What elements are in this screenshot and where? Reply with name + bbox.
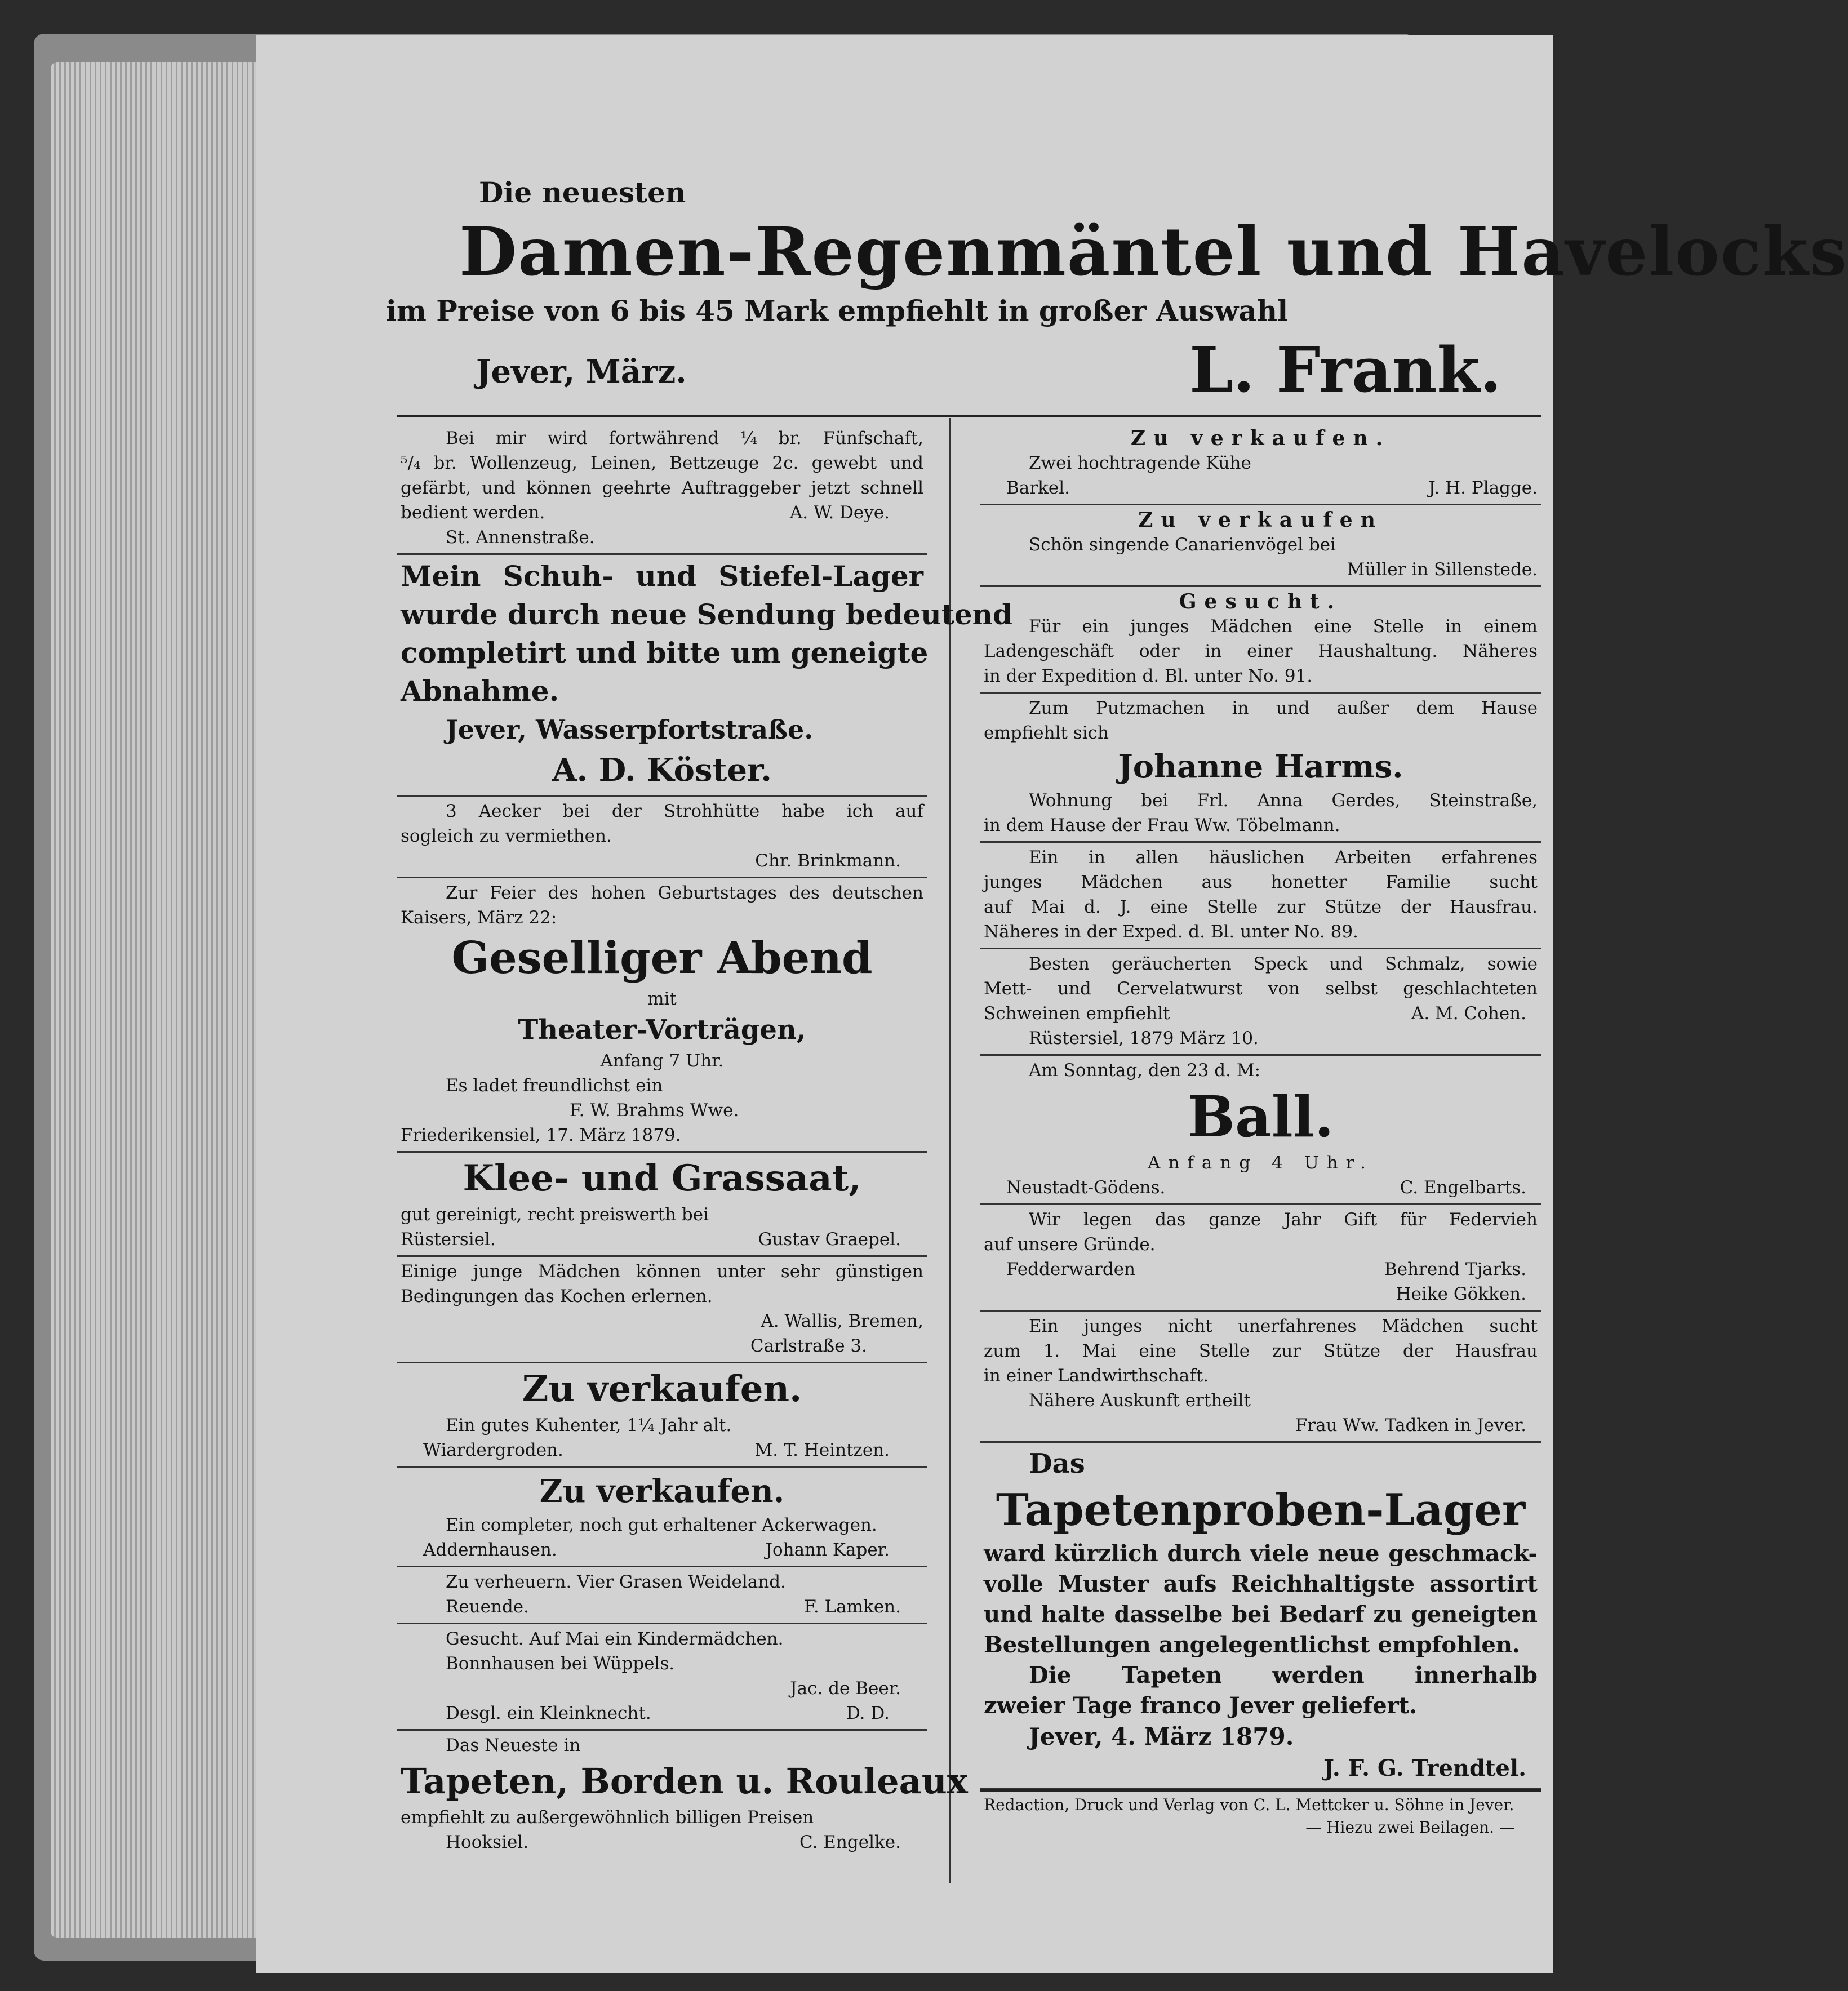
ad-weaving [397,424,927,555]
ad-place: Rüstersiel. [401,1229,496,1250]
ad-signature: Behrend Tjarks. [1384,1259,1526,1279]
right-column [980,424,1541,1842]
ad-line: empfiehlt sich [984,723,1109,743]
ad-signature: F. Lamken. [804,1597,901,1617]
ad-line: Kaisers, März 22: [401,908,557,928]
ad-signature: D. D. [846,1703,890,1723]
ad-headline: completirt und bitte um geneigte [401,636,929,669]
ad-title: Ball. [1187,1083,1334,1150]
ad-line: Wohnung bei Frl. Anna Gerdes, Steinstraße, [1029,790,1538,811]
header-title: Damen-Regenmäntel und Havelocks [459,212,1848,291]
ad-line: gut gereinigt, recht preiswerth bei [401,1205,709,1225]
ad-signature: J. H. Plagge. [1428,478,1538,498]
ad-line: in dem Hause der Frau Ww. Töbelmann. [984,815,1340,835]
ad-wallpaper [397,1731,968,1858]
ad-signature: Frau Ww. Tadken in Jever. [1295,1415,1526,1436]
page-content [386,142,1848,1888]
ad-line: Am Sonntag, den 23 d. M: [1029,1060,1261,1081]
ad-signature: Heike Gökken. [1396,1284,1526,1304]
ad-line: Zu verheuern. Vier Grasen Weideland. [446,1572,786,1592]
ad-body: ward kürzlich durch viele neue geschmack- [984,1540,1538,1567]
ad-line: Mett- und Cervelatwurst von selbst geschlachteten [984,979,1538,999]
ad-row [401,1594,923,1619]
ad-place: Neustadt-Gödens. [1006,1177,1166,1198]
ad-line: zum 1. Mai eine Stelle zur Stütze der Hausfrau [984,1341,1538,1361]
ad-line: auf Mai d. J. eine Stelle zur Stütze der Hausfrau. [984,897,1538,917]
ad-signature: Jac. de Beer. [790,1678,901,1699]
ad-body: volle Muster aufs Reichhaltigste assortirt [984,1571,1538,1597]
ad-signature: Johann Kaper. [765,1540,890,1560]
newspaper-page [256,35,1848,1973]
ad-date: Rüstersiel, 1879 März 10. [1029,1028,1259,1048]
ad-cooking [397,1257,927,1363]
ad-row [401,1227,923,1252]
header-pre: Die neuesten [479,176,686,209]
ad-line: St. Annenstraße. [446,527,595,548]
ad-line: sogleich zu vermiethen. [401,826,612,846]
ad-headline: Abnahme. [401,674,559,708]
ad-line: auf unsere Gründe. [984,1234,1156,1255]
ad-line: Ladengeschäft oder in einer Haushaltung. Näheres [984,641,1538,661]
ad-signature: C. Engelke. [799,1832,901,1852]
ad-line: Für ein junges Mädchen eine Stelle in einem [1029,616,1538,637]
ad-signature: Gustav Graepel. [758,1229,901,1250]
ad-line: Gesucht. Auf Mai ein Kindermädchen. [446,1629,784,1649]
ad-place: Jever, Wasserpfortstraße. [446,714,814,745]
ad-line: 3 Aecker bei der Strohhütte habe ich auf [446,801,923,821]
ad-line: Besten geräucherten Speck und Schmalz, sowie [1029,954,1538,974]
ad-row [401,1438,923,1463]
ad-title: Gesucht. [1179,590,1343,614]
ad-line: Desgl. ein Kleinknecht. [446,1703,651,1723]
ad-position-wanted [980,587,1541,694]
ad-title: Zu verkaufen [1138,508,1383,532]
ad-subtitle: Theater-Vorträgen, [518,1014,806,1046]
ad-firm-name: A. D. Köster. [552,752,772,789]
ad-line: Zur Feier des hohen Geburtstages des deutschen [446,883,923,903]
ad-line: Schweinen empfiehlt [984,1003,1170,1024]
ad-line: ⁵/₄ br. Wollenzeug, Leinen, Bettzeuge 2c. gewebt und [401,453,923,473]
ad-body: und halte dasselbe bei Bedarf zu geneigten [984,1601,1538,1628]
ad-body: zweier Tage franco Jever geliefert. [984,1692,1418,1719]
ad-canaries-sale [980,505,1541,587]
ad-title: Zu verkaufen. [522,1368,802,1410]
ad-signature: J. F. G. Trendtel. [1323,1755,1526,1781]
ad-line: Einige junge Mädchen können unter sehr günstigen [401,1261,923,1282]
column-divider [949,418,951,1883]
header-place: Jever, März. [476,353,687,390]
ad-line: Es ladet freundlichst ein [446,1076,663,1096]
ad-line: Schön singende Canarienvögel bei [1029,535,1336,555]
ad-title: Tapetenproben-Lager [996,1485,1526,1536]
ad-signature: A. M. Cohen. [1411,1003,1526,1024]
ad-line: Ein junges nicht unerfahrenes Mädchen sucht [1029,1316,1538,1336]
ad-signature: Müller in Sillenstede. [1347,559,1538,580]
ad-row [401,1830,923,1855]
ad-title: Klee- und Grassaat, [463,1157,861,1199]
ad-row [401,500,923,525]
ad-place: Barkel. [1006,478,1070,498]
ad-line: Ein gutes Kuhenter, 1¼ Jahr alt. [446,1415,732,1436]
ad-signature: A. W. Deye. [789,503,890,523]
supplement-note: — Hiezu zwei Beilagen. — [1305,1818,1515,1837]
ad-line: Bonnhausen bei Wüppels. [446,1654,675,1674]
ad-nanny-wanted [397,1624,927,1731]
ad-place: Fedderwarden [1006,1259,1136,1279]
ad-signature: Carlstraße 3. [750,1336,867,1356]
ad-poison-notice [980,1205,1541,1312]
ad-place: Reuende. [446,1597,530,1617]
ad-headline: wurde durch neue Sendung bedeutend [401,598,1012,631]
ad-signature: F. W. Brahms Wwe. [570,1100,739,1121]
ad-line: in der Expedition d. Bl. unter No. 91. [984,666,1313,686]
ad-line: Näheres in der Exped. d. Bl. unter No. 89. [984,922,1358,942]
ad-firm-name: Johanne Harms. [1118,748,1403,785]
ad-wallpaper-samples [980,1443,1541,1789]
ad-line: Zum Putzmachen in und außer dem Hause [1029,698,1538,718]
ad-milliner [980,694,1541,843]
left-column [397,424,1012,1858]
header-firm: L. Frank. [1189,334,1501,406]
ad-line: empfiehlt zu außergewöhnlich billigen Preisen [401,1807,814,1828]
ad-line: bedient werden. [401,503,545,523]
header-subtitle: im Preise von 6 bis 45 Mark empfiehlt in großer Auswahl [386,294,1289,327]
ad-row [401,1537,923,1562]
imprint-line: Redaction, Druck und Verlag von C. L. Mettcker u. Söhne in Jever. [984,1796,1514,1814]
ad-line: Anfang 7 Uhr. [600,1051,724,1071]
ad-pre: Das [1029,1448,1085,1479]
ad-line: mit [647,989,677,1009]
ad-housemaid [980,843,1541,949]
ad-fields-rent [397,797,927,878]
ad-title: Zu verkaufen. [539,1473,785,1510]
ad-place: Hooksiel. [446,1832,529,1852]
ad-line: junges Mädchen aus honetter Familie sucht [984,872,1538,892]
ad-line: Das Neueste in [446,1735,581,1756]
ad-signature: Chr. Brinkmann. [755,851,901,871]
ad-line: Anfang 4 Uhr. [1148,1153,1374,1173]
ad-signature: C. Engelbarts. [1400,1177,1526,1198]
ad-title: Zu verkaufen. [1130,426,1391,450]
ad-social-evening [397,878,927,1153]
ad-line: Bedingungen das Kochen erlernen. [401,1286,713,1306]
ad-shoe-store [397,555,1012,797]
ad-pasture [397,1567,927,1624]
ad-line: Ein completer, noch gut erhaltener Ackerwagen. [446,1515,877,1535]
ad-for-sale-calf [397,1363,927,1468]
ad-title: Tapeten, Borden u. Rouleaux [401,1761,968,1802]
ad-place: Addernhausen. [423,1540,557,1560]
ad-row [984,475,1538,500]
ad-cows-sale [980,424,1541,505]
ad-farm-helper [980,1312,1541,1443]
ad-signature: M. T. Heintzen. [754,1440,890,1460]
ad-date: Jever, 4. März 1879. [1029,1723,1294,1750]
ad-date: Friederikensiel, 17. März 1879. [401,1125,681,1145]
header-advertisement [386,142,1848,418]
ad-clover-seed [397,1153,927,1257]
ad-signature: A. Wallis, Bremen, [761,1311,923,1331]
ad-for-sale-wagon [397,1468,927,1567]
imprint-footer [980,1789,1541,1842]
ad-headline: Mein Schuh- und Stiefel-Lager [401,559,923,593]
ad-line: Wir legen das ganze Jahr Gift für Federvieh [1029,1210,1538,1230]
header-rule [397,415,1541,417]
ad-line: Bei mir wird fortwährend ¼ br. Fünfschaft, [446,428,923,448]
ad-row [984,1257,1538,1282]
ad-row [984,1175,1538,1200]
ad-line: gefärbt, und können geehrte Auftraggeber jetzt schnell [401,478,923,498]
ad-ball [980,1056,1541,1205]
ad-butcher [980,949,1541,1056]
ad-body: Die Tapeten werden innerhalb [1029,1662,1538,1688]
ad-line: Ein in allen häuslichen Arbeiten erfahrenes [1029,847,1538,868]
ad-row [984,1001,1538,1026]
ad-title: Geselliger Abend [451,932,873,984]
page-edges [51,62,265,1938]
ad-line: in einer Landwirthschaft. [984,1366,1209,1386]
ad-line: Nähere Auskunft ertheilt [1029,1390,1251,1411]
ad-body: Bestellungen angelegentlichst empfohlen. [984,1632,1520,1658]
ad-line: Zwei hochtragende Kühe [1029,453,1251,473]
ad-place: Wiardergroden. [423,1440,563,1460]
ad-row [401,1701,923,1726]
